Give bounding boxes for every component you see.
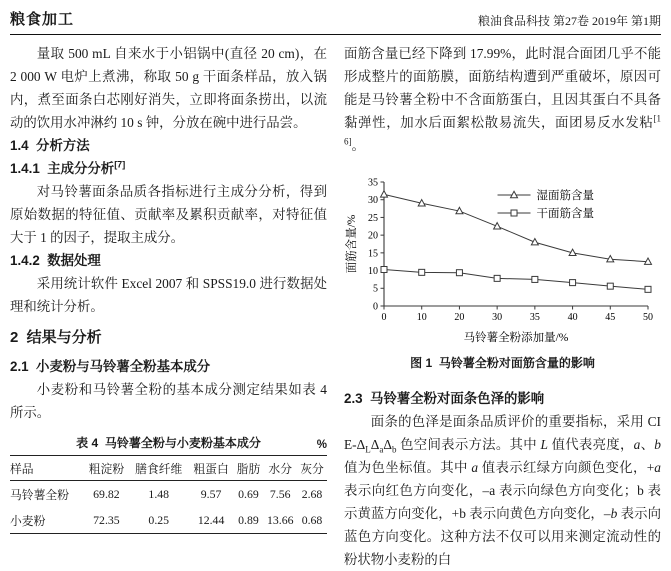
cell-value: 7.56	[269, 486, 291, 501]
svg-text:马铃薯全粉添加量/%: 马铃薯全粉添加量/%	[463, 332, 569, 344]
cell-sample: 小麦粉	[10, 513, 46, 528]
table-4-unit: %	[316, 439, 327, 451]
svg-text:30: 30	[492, 312, 503, 323]
svg-text:0: 0	[381, 312, 387, 323]
cell-value: 0.25	[148, 512, 170, 527]
journal-issue-info: 粮油食品科技 第27卷 2019年 第1期	[477, 14, 661, 28]
cell-value: 69.82	[93, 486, 120, 501]
svg-text:20: 20	[454, 312, 465, 323]
sentence-end: 。	[351, 138, 365, 153]
heading-1-4-2-data-processing: 1.4.2 数据处理	[10, 253, 101, 268]
col-header-crude-protein: 粗蛋白	[193, 462, 229, 476]
paragraph-cooking-method: 量取 500 mL 自来水于小铝锅中(直径 20 cm)，在 2 000 W 电炉上煮沸，称取 50 g 干面条样品，放入锅内，煮至面条白芯刚好消失，立即将面条捞出，以流动的饮用水冲淋约 10 s 钟，分放在碗中进行品尝。	[10, 46, 327, 130]
cell-value: 0.89	[238, 512, 259, 527]
svg-text:20: 20	[368, 230, 378, 242]
svg-text:0: 0	[373, 301, 378, 313]
paragraph-gluten-discussion	[344, 42, 661, 157]
svg-text:50: 50	[643, 312, 653, 323]
col-header-fat: 脂肪	[236, 462, 261, 476]
table-4	[10, 455, 327, 534]
paragraph-table-intro: 小麦粉和马铃薯全粉的基本成分测定结果如表 4 所示。	[10, 382, 327, 420]
right-column	[344, 42, 661, 571]
cell-sample: 马铃薯全粉	[10, 487, 69, 502]
gluten-line-chart	[344, 174, 662, 346]
left-column	[10, 42, 327, 571]
svg-text:5: 5	[373, 283, 378, 295]
page-header	[10, 8, 661, 35]
heading-2-1-basic-composition: 2.1 小麦粉与马铃薯全粉基本成分	[10, 359, 211, 374]
cell-value: 2.68	[301, 486, 323, 501]
paragraph-color-space: 面条的色泽是面条品质评价的重要指标，采用 CIE-$\Delta_L\Delta_a\Delta_b$ 色空间表示方法。其中 L 值代表亮度，a、b 值为色坐标值。其中 a 值表示红绿方向颜色变化，+a 表示向红色方向变化，–a 表示向绿色方向变化；b 表示黄蓝方向变化，+b 表示向黄色方向变化，–b 表示向蓝色方向变化。这种方法不仅可以用来测定流动性的粉状物小麦粉的白	[344, 414, 661, 567]
heading-1-4-1-text: 1.4.1 主成分分析	[10, 161, 115, 176]
citation-ref-16: [16]	[344, 113, 661, 147]
cell-value: 0.69	[238, 486, 259, 501]
svg-text:干面筋含量: 干面筋含量	[536, 208, 595, 220]
heading-1-4-analysis-methods: 1.4 分析方法	[10, 138, 90, 153]
svg-text:35: 35	[529, 312, 540, 323]
svg-text:40: 40	[567, 312, 578, 323]
heading-1-4-1-pca	[10, 157, 327, 180]
col-header-dietary-fiber: 膳食纤维	[135, 462, 183, 476]
svg-text:15: 15	[368, 248, 378, 260]
table-row	[10, 481, 327, 508]
svg-text:10: 10	[416, 312, 427, 323]
paragraph-gluten-text: 面筋含量已经下降到 17.99%，此时混合面团几乎不能形成整片的面筋膜，面筋结构遭到严重破坏，原因可能是马铃薯全粉中不含面筋蛋白，且因其蛋白不具备黏弹性，加水后面絮松散易流失，面团易反水发粘	[344, 46, 661, 130]
table-4-block	[10, 434, 327, 534]
two-column-body	[10, 42, 661, 571]
citation-ref-7: [7]	[114, 159, 126, 170]
col-header-ash: 灰分	[300, 462, 324, 476]
table-4-caption	[10, 434, 327, 451]
cell-value: 9.57	[200, 486, 222, 501]
section-banner: 粮食加工	[10, 11, 75, 28]
paragraph-pca: 对马铃薯面条品质各指标进行主成分分析，得到原始数据的特征值、贡献率及累积贡献率，对特征值大于 1 的因子，提取主成分。	[10, 184, 327, 245]
svg-text:面筋含量/%: 面筋含量/%	[346, 214, 358, 274]
cell-value: 13.66	[266, 512, 294, 527]
col-header-moisture: 水分	[268, 462, 293, 476]
figure-1	[344, 174, 661, 371]
table-row	[10, 507, 327, 534]
svg-text:30: 30	[368, 195, 378, 207]
col-header-crude-starch: 粗淀粉	[88, 462, 125, 476]
svg-text:25: 25	[368, 212, 378, 224]
paragraph-software: 采用统计软件 Excel 2007 和 SPSS19.0 进行数据处理和统计分析。	[10, 276, 327, 314]
svg-text:湿面筋含量: 湿面筋含量	[536, 190, 595, 202]
cell-value: 72.35	[93, 512, 120, 527]
figure-1-caption: 图 1 马铃薯全粉对面筋含量的影响	[410, 356, 595, 370]
table-header-row	[10, 456, 327, 481]
svg-text:45: 45	[605, 312, 616, 323]
table-4-caption-text: 表 4 马铃薯全粉与小麦粉基本成分	[76, 436, 261, 450]
cell-value: 12.44	[197, 512, 225, 527]
heading-2-results: 2 结果与分析	[10, 329, 102, 346]
heading-2-3-color: 2.3 马铃薯全粉对面条色泽的影响	[344, 391, 545, 406]
svg-text:35: 35	[368, 177, 378, 189]
col-header-sample: 样品	[10, 462, 34, 476]
cell-value: 0.68	[301, 512, 323, 527]
cell-value: 1.48	[148, 486, 170, 501]
svg-text:10: 10	[368, 265, 378, 277]
